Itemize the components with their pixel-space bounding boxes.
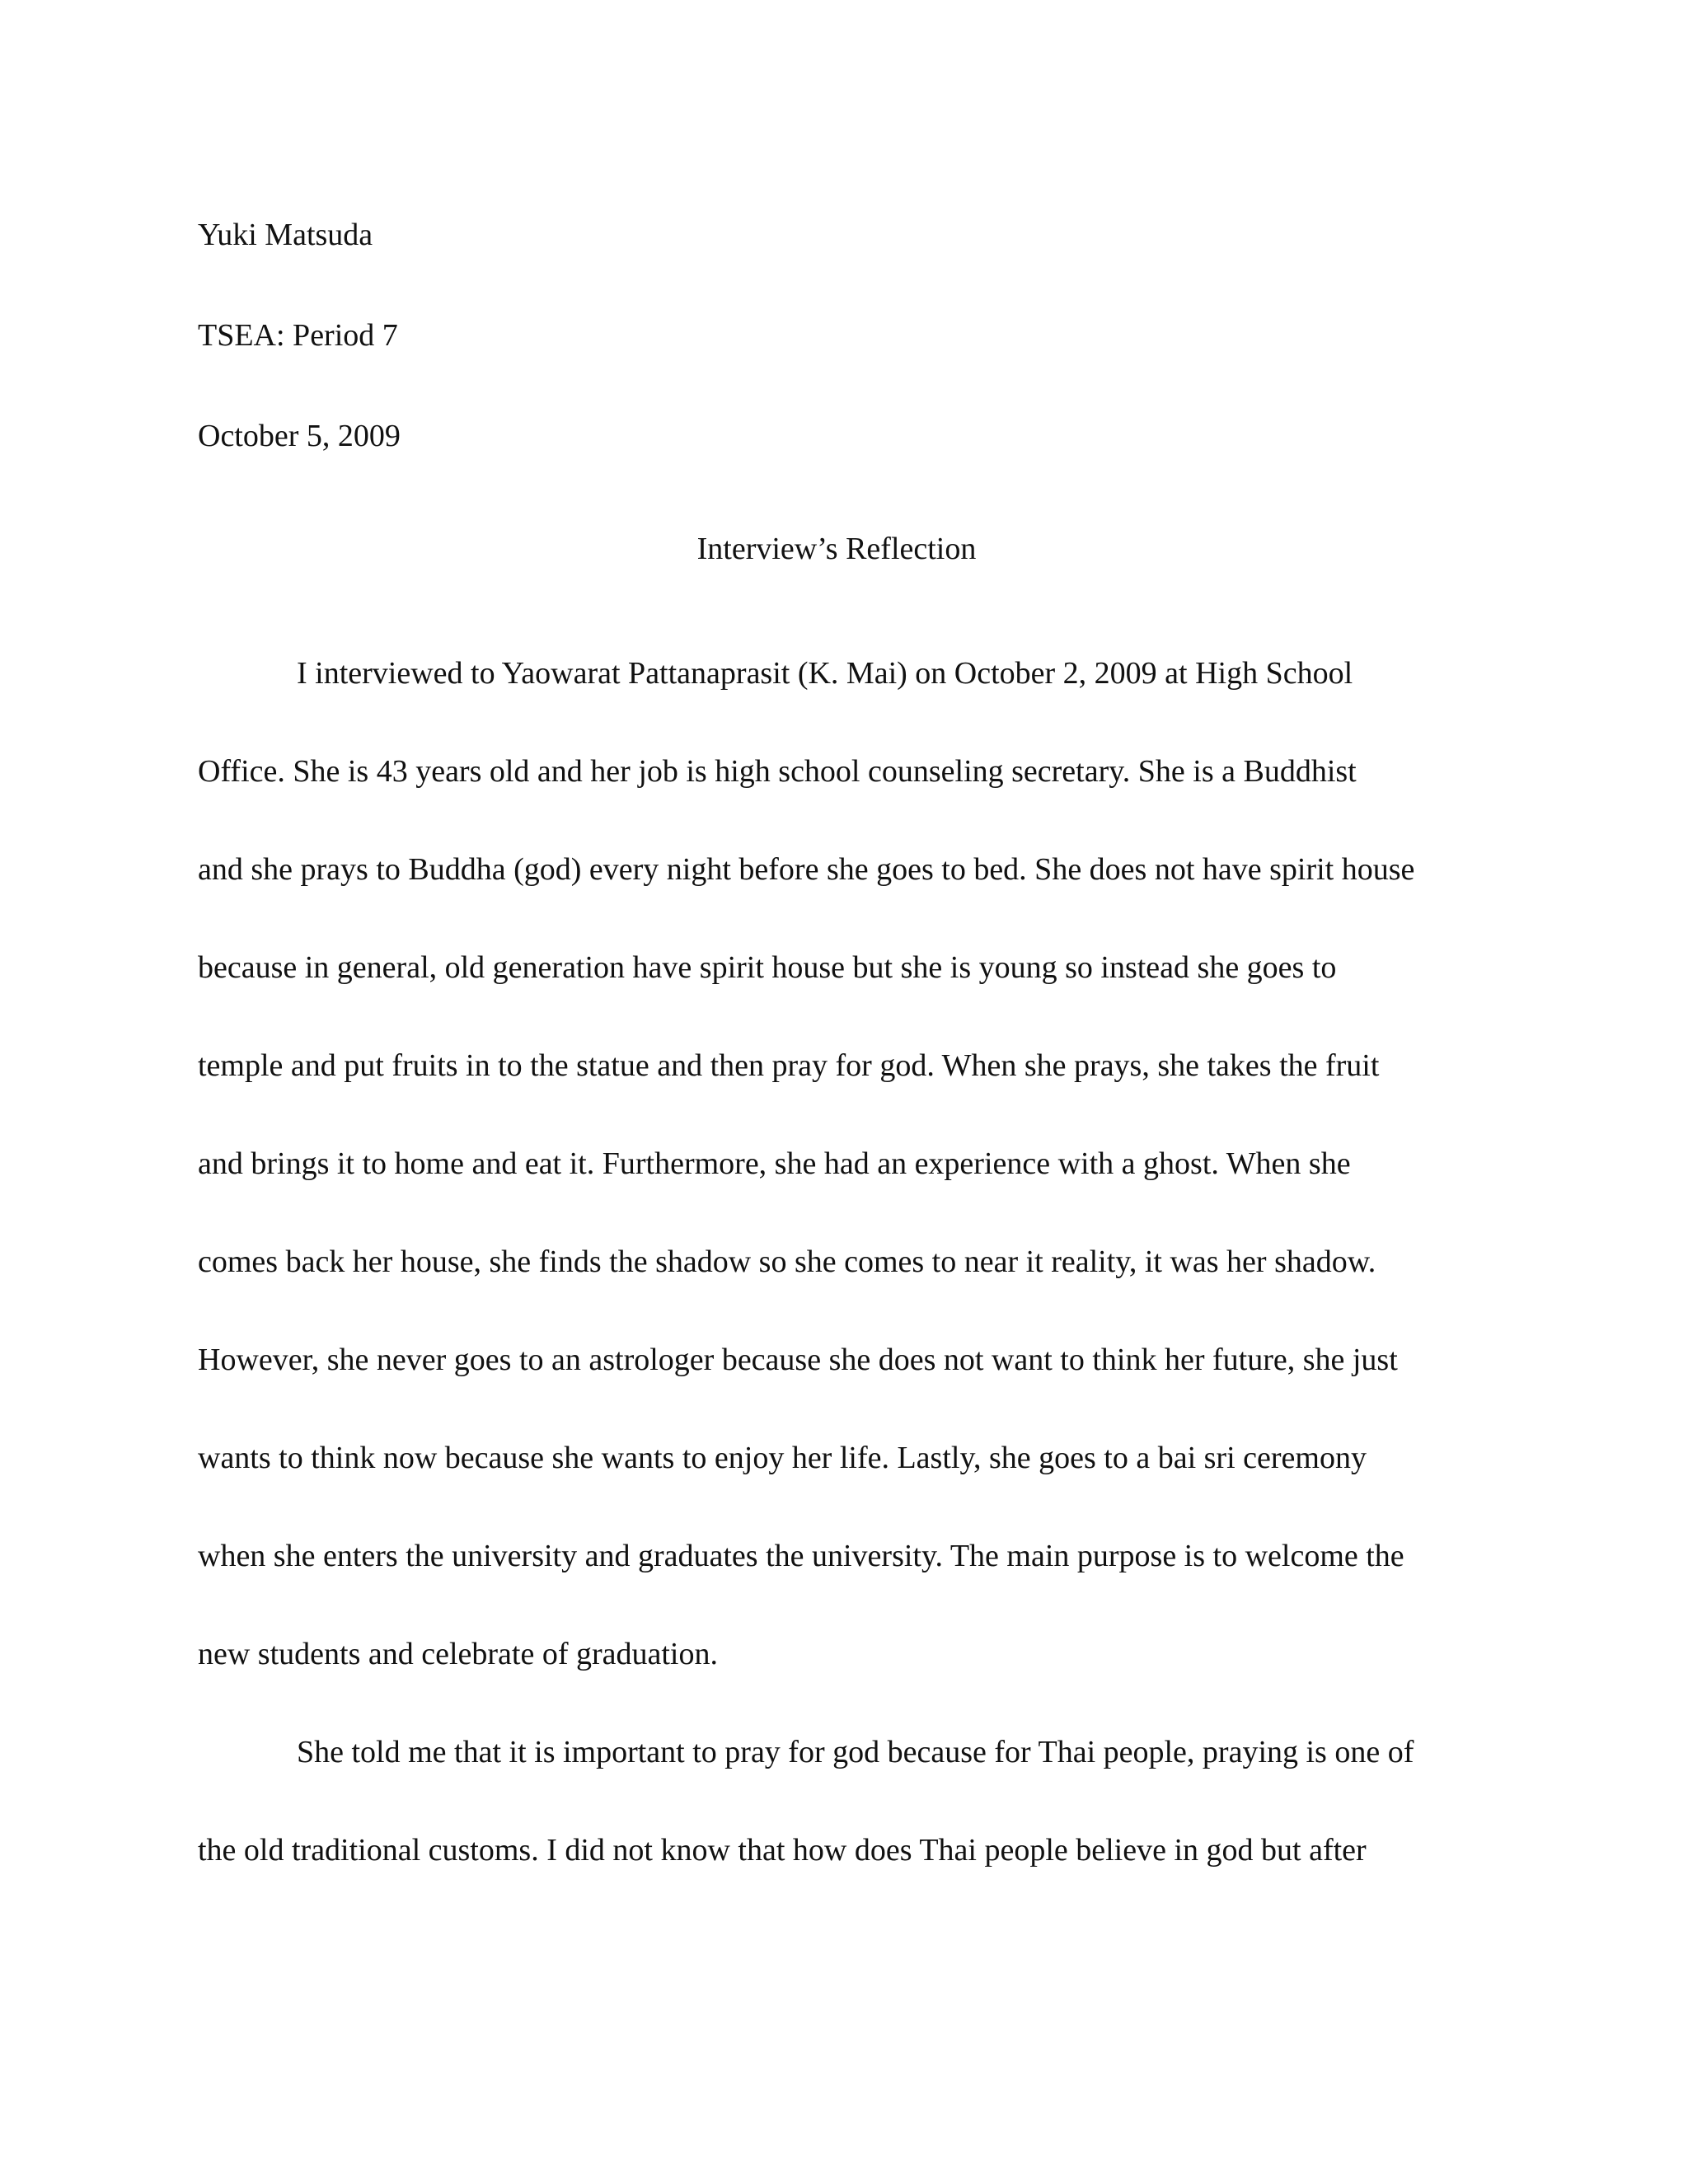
paragraph-line: temple and put fruits in to the statue and then pray for god. When she prays, she takes the fruit [198, 1048, 1380, 1083]
class-period: TSEA: Period 7 [198, 318, 398, 353]
paragraph-line: I interviewed to Yaowarat Pattanaprasit (K. Mai) on October 2, 2009 at High School [297, 656, 1353, 691]
paragraph-line: However, she never goes to an astrologer because she does not want to think her future, she just [198, 1343, 1398, 1377]
paragraph-line: when she enters the university and graduates the university. The main purpose is to welcome the [198, 1539, 1404, 1573]
paragraph-line: and she prays to Buddha (god) every night before she goes to bed. She does not have spirit house [198, 852, 1415, 887]
paragraph-line: the old traditional customs. I did not know that how does Thai people believe in god but after [198, 1833, 1367, 1868]
document-date: October 5, 2009 [198, 419, 401, 453]
document-title: Interview’s Reflection [696, 532, 977, 566]
paragraph-line: wants to think now because she wants to enjoy her life. Lastly, she goes to a bai sri ceremony [198, 1441, 1367, 1475]
paragraph-line: new students and celebrate of graduation. [198, 1637, 718, 1671]
paragraph-line: comes back her house, she finds the shadow so she comes to near it reality, it was her shadow. [198, 1244, 1376, 1279]
paragraph-line: She told me that it is important to pray for god because for Thai people, praying is one of [297, 1735, 1414, 1769]
paragraph-line: and brings it to home and eat it. Furthermore, she had an experience with a ghost. When she [198, 1146, 1351, 1181]
author-name: Yuki Matsuda [198, 218, 373, 252]
paragraph-line: because in general, old generation have spirit house but she is young so instead she goes to [198, 950, 1337, 985]
paragraph-line: Office. She is 43 years old and her job is high school counseling secretary. She is a Buddhist [198, 754, 1357, 789]
